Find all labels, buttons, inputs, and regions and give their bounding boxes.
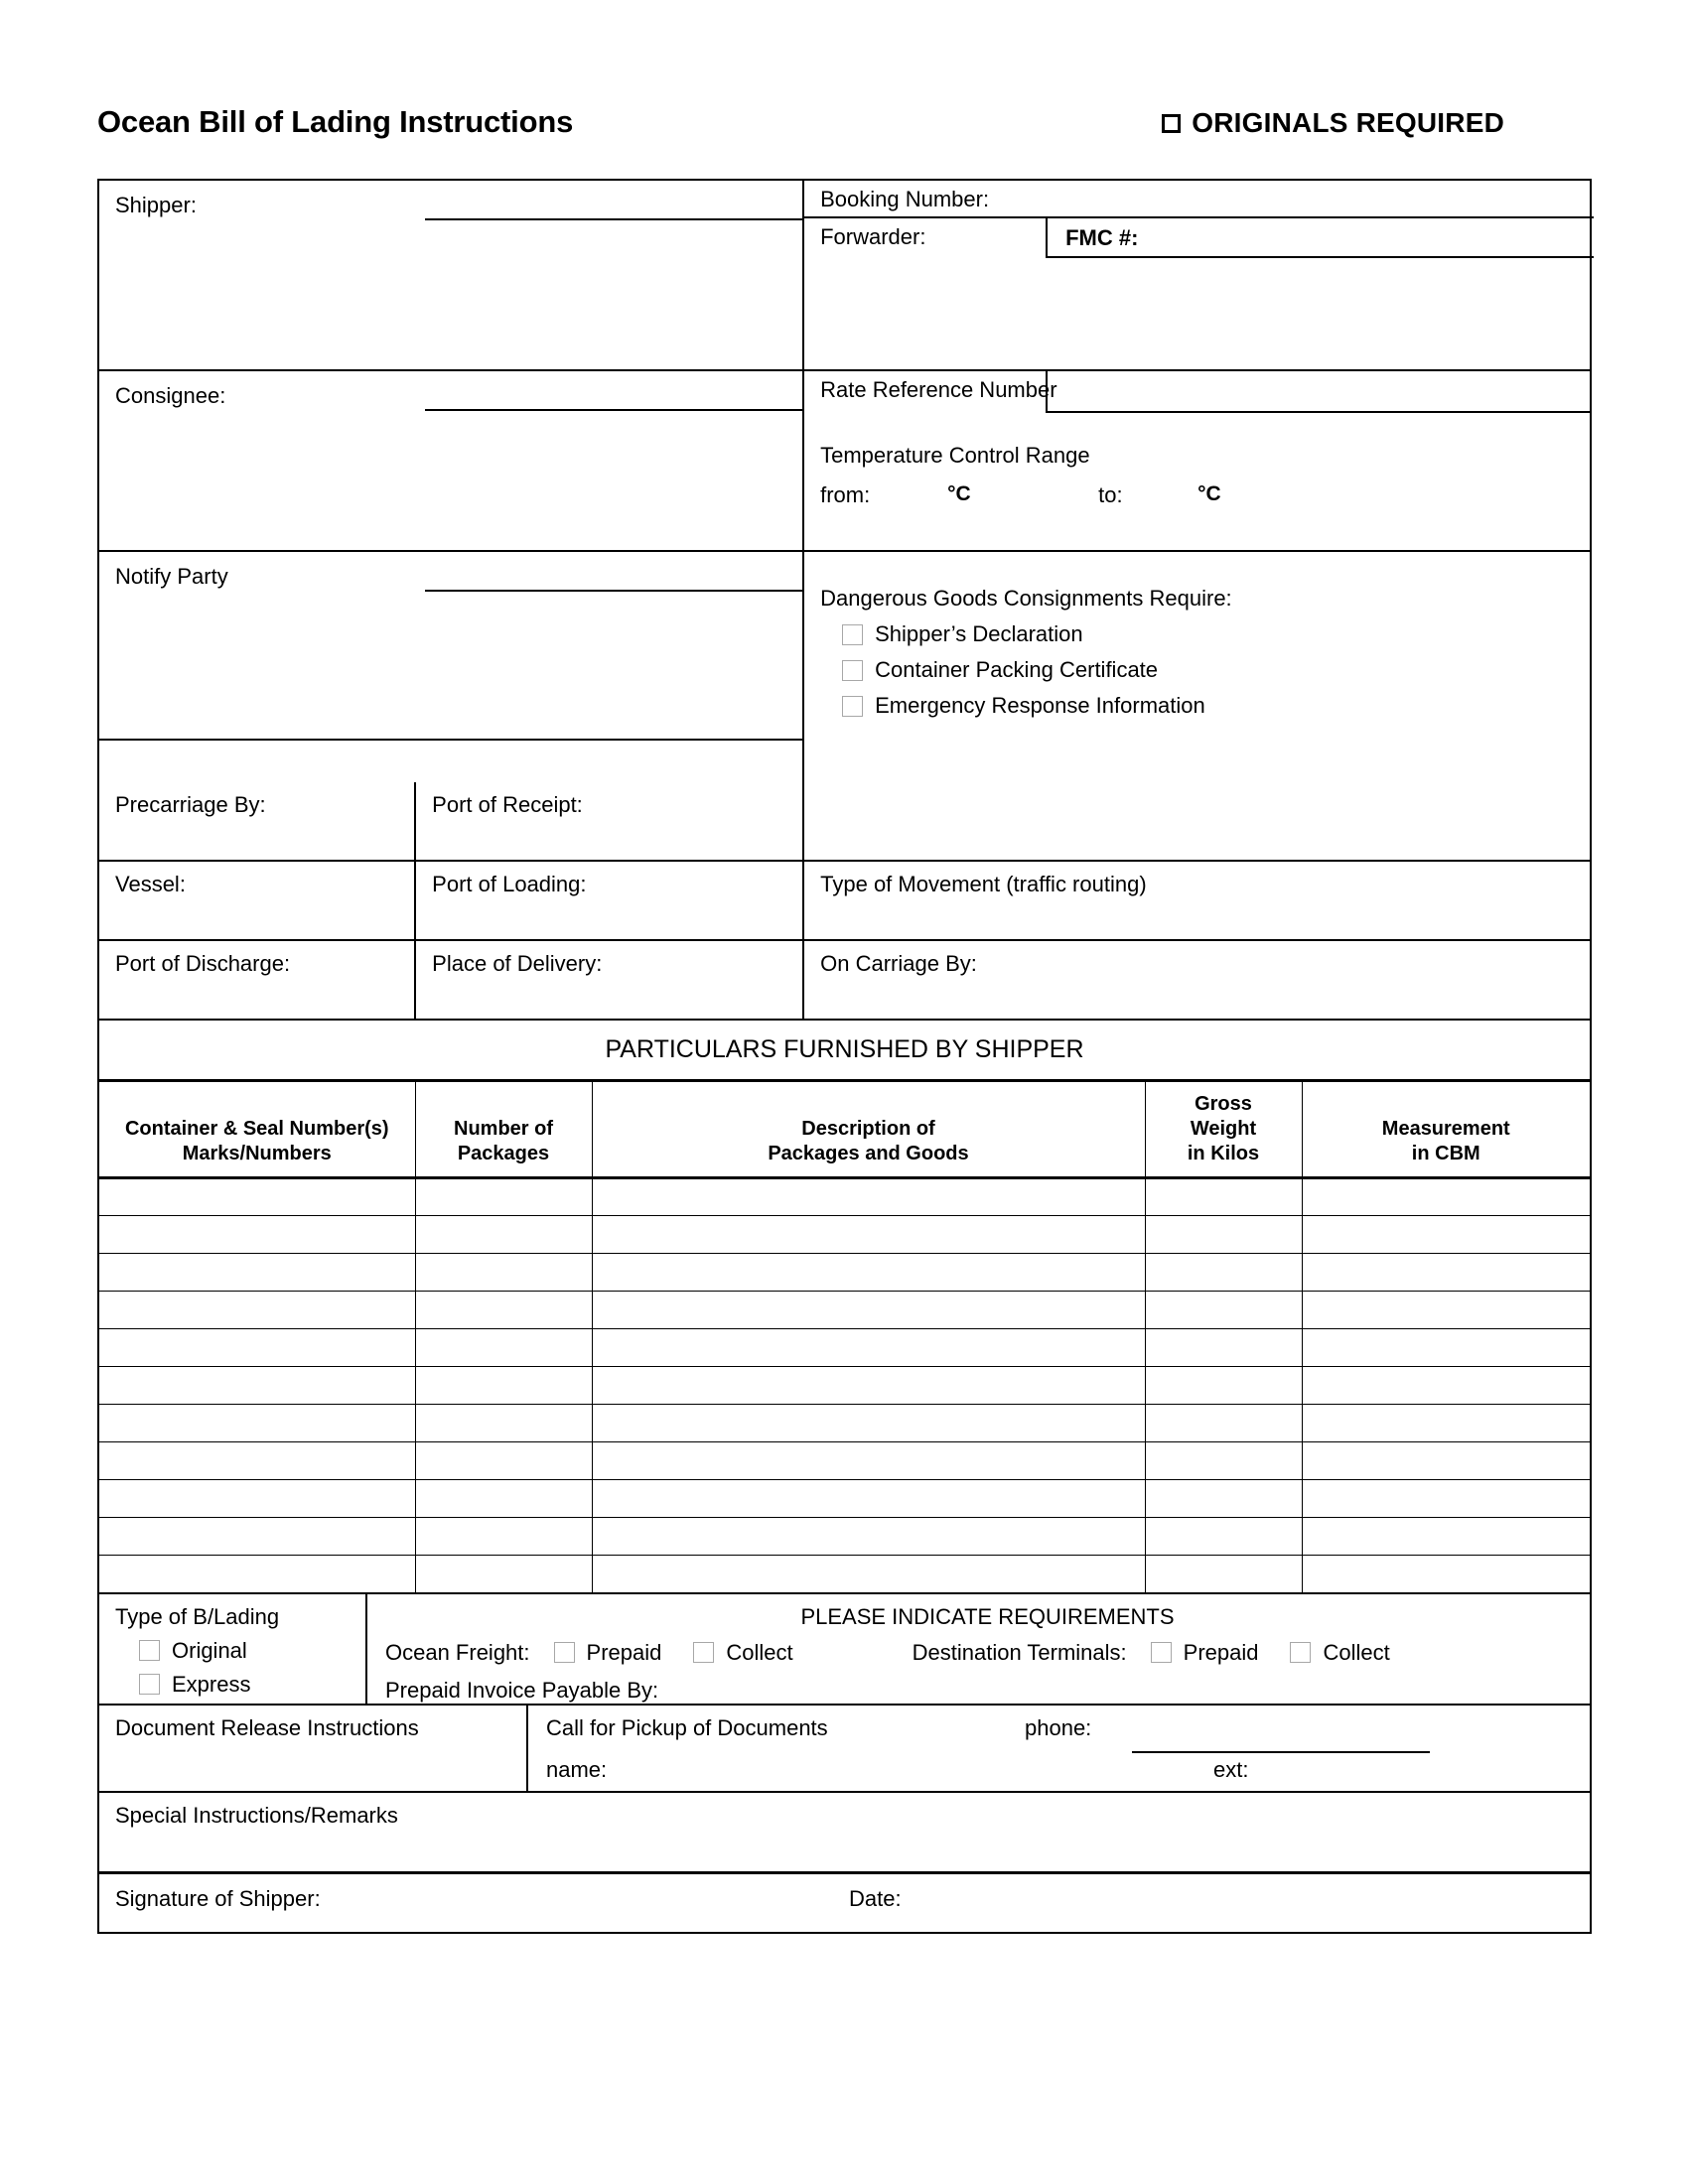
column-header-line: Weight: [1190, 1118, 1257, 1140]
column-header-line: Gross: [1195, 1093, 1252, 1115]
rate-reference-input-divider: [1046, 369, 1048, 413]
ocean-freight-label: Ocean Freight:: [385, 1639, 530, 1665]
column-header-line: Description of: [801, 1118, 935, 1140]
requirements-row: [99, 1594, 1590, 1706]
phone-label: phone:: [1025, 1714, 1092, 1740]
table-cell[interactable]: [1302, 1480, 1590, 1518]
blading-option-express[interactable]: [115, 1672, 365, 1698]
table-cell[interactable]: [1145, 1292, 1302, 1329]
fmc-number-label: FMC #:: [1065, 225, 1139, 250]
table-cell[interactable]: [1145, 1178, 1302, 1216]
goods-table: [99, 1082, 1590, 1594]
table-cell[interactable]: [1302, 1329, 1590, 1367]
booking-column: [802, 181, 1590, 782]
port-of-receipt-field[interactable]: [414, 782, 802, 860]
temperature-to-label: to:: [1098, 482, 1123, 507]
table-cell[interactable]: [1302, 1367, 1590, 1405]
document-header: [97, 104, 1592, 140]
shipper-field[interactable]: [99, 181, 802, 371]
particulars-banner: [99, 1021, 1590, 1082]
dangerous-goods-title: Dangerous Goods Consignments Require:: [820, 586, 1232, 611]
consignee-field[interactable]: [99, 371, 802, 552]
dangerous-goods-option-emergency-response-information[interactable]: [820, 693, 1590, 719]
table-cell[interactable]: [99, 1292, 415, 1329]
checkbox-icon[interactable]: [1290, 1642, 1311, 1663]
table-cell[interactable]: [592, 1292, 1145, 1329]
table-cell[interactable]: [1145, 1216, 1302, 1254]
shipper-label: Shipper:: [115, 193, 197, 217]
goods-table-body: [99, 1178, 1590, 1593]
special-instructions-label: Special Instructions/Remarks: [115, 1802, 398, 1828]
table-cell[interactable]: [99, 1178, 415, 1216]
destination-terminals-label: Destination Terminals:: [912, 1639, 1127, 1665]
routing-row-1: [99, 782, 1590, 862]
table-cell[interactable]: [415, 1216, 592, 1254]
column-header-number-of-packages: [415, 1082, 592, 1178]
table-cell[interactable]: [415, 1442, 592, 1480]
indicate-requirements-section: [365, 1594, 1590, 1704]
table-cell[interactable]: [1145, 1480, 1302, 1518]
ocean-freight-option-label: Prepaid: [586, 1639, 662, 1665]
originals-required: [1162, 107, 1504, 139]
table-cell[interactable]: [99, 1216, 415, 1254]
table-cell[interactable]: [592, 1367, 1145, 1405]
column-header-line: in CBM: [1411, 1143, 1480, 1164]
table-row: [99, 1178, 1590, 1216]
blading-option-label: Express: [172, 1671, 251, 1697]
table-cell[interactable]: [1302, 1518, 1590, 1556]
checkbox-icon[interactable]: [139, 1674, 160, 1695]
table-row: [99, 1216, 1590, 1254]
table-cell[interactable]: [415, 1254, 592, 1292]
column-header-measurement: [1302, 1082, 1590, 1178]
table-cell[interactable]: [592, 1442, 1145, 1480]
table-cell[interactable]: [1145, 1518, 1302, 1556]
port-of-loading-field[interactable]: [414, 862, 802, 939]
temperature-from-label: from:: [820, 482, 871, 507]
checkbox-icon[interactable]: [1151, 1642, 1172, 1663]
table-cell[interactable]: [592, 1254, 1145, 1292]
port-of-discharge-field[interactable]: [99, 941, 414, 1019]
type-of-movement-label: Type of Movement (traffic routing): [820, 872, 1147, 896]
table-cell[interactable]: [1302, 1292, 1590, 1329]
temperature-to-unit: °C: [1197, 482, 1221, 505]
table-cell[interactable]: [1145, 1254, 1302, 1292]
checkbox-icon[interactable]: [693, 1642, 714, 1663]
table-cell[interactable]: [99, 1442, 415, 1480]
checkbox-icon[interactable]: [842, 624, 863, 645]
blading-option-original[interactable]: [115, 1638, 365, 1664]
dangerous-goods-option-container-packing-certificate[interactable]: [820, 657, 1590, 683]
table-cell[interactable]: [99, 1480, 415, 1518]
forwarder-field[interactable]: [804, 218, 1590, 371]
table-cell[interactable]: [1145, 1556, 1302, 1593]
table-cell[interactable]: [99, 1367, 415, 1405]
table-cell[interactable]: [415, 1292, 592, 1329]
phone-input-rule[interactable]: [1132, 1751, 1430, 1753]
table-cell[interactable]: [1302, 1405, 1590, 1442]
column-header-gross-weight: [1145, 1082, 1302, 1178]
dangerous-goods-option-shippers-declaration[interactable]: [820, 621, 1590, 647]
ocean-freight-option-prepaid[interactable]: [554, 1640, 662, 1666]
booking-number-label: Booking Number:: [820, 187, 990, 211]
consignee-label: Consignee:: [115, 383, 226, 408]
routing-row-1-spacer: [802, 782, 1590, 860]
prepaid-invoice-field[interactable]: [385, 1678, 1590, 1704]
page-title: Ocean Bill of Lading Instructions: [97, 104, 574, 139]
routing-row-2: [99, 862, 1590, 941]
destination-terminals-option-collect[interactable]: [1290, 1640, 1389, 1666]
place-of-delivery-label: Place of Delivery:: [432, 951, 603, 976]
vessel-field[interactable]: [99, 862, 414, 939]
column-header-line: Packages: [457, 1143, 550, 1164]
bill-of-lading-form: [97, 179, 1592, 1934]
column-header-line: Number of: [454, 1118, 553, 1140]
particulars-banner-label: PARTICULARS FURNISHED BY SHIPPER: [605, 1035, 1084, 1063]
table-cell[interactable]: [592, 1556, 1145, 1593]
type-of-blading-label: Type of B/Lading: [115, 1603, 280, 1629]
table-cell[interactable]: [592, 1480, 1145, 1518]
table-row: [99, 1254, 1590, 1292]
signature-row: [99, 1874, 1590, 1934]
table-cell[interactable]: [415, 1480, 592, 1518]
table-cell[interactable]: [1302, 1254, 1590, 1292]
column-header-line: Container & Seal Number(s): [124, 1118, 389, 1140]
notify-party-field[interactable]: [99, 552, 802, 741]
type-of-movement-field[interactable]: [802, 862, 1590, 939]
rate-reference-field[interactable]: [804, 371, 1590, 413]
booking-number-field[interactable]: [804, 181, 1590, 218]
table-row: [99, 1292, 1590, 1329]
call-for-pickup-label: Call for Pickup of Documents: [546, 1714, 828, 1740]
phone-ext-label: ext:: [1213, 1756, 1249, 1782]
parties-column: [99, 181, 802, 782]
checkbox-icon[interactable]: [842, 660, 863, 681]
forwarder-label: Forwarder:: [820, 224, 926, 249]
originals-required-checkbox[interactable]: [1162, 114, 1181, 133]
table-row: [99, 1367, 1590, 1405]
table-cell[interactable]: [592, 1405, 1145, 1442]
table-cell[interactable]: [415, 1367, 592, 1405]
ocean-freight-option-collect[interactable]: [693, 1640, 792, 1666]
table-cell[interactable]: [1145, 1367, 1302, 1405]
notify-party-label: Notify Party: [115, 564, 228, 589]
destination-terminals-option-prepaid[interactable]: [1151, 1640, 1259, 1666]
column-header-line: in Kilos: [1187, 1143, 1260, 1164]
temperature-range-row: [820, 482, 1590, 512]
table-cell[interactable]: [1302, 1442, 1590, 1480]
rate-reference-label: Rate Reference Number: [820, 377, 1057, 402]
routing-row-3: [99, 941, 1590, 1021]
table-row: [99, 1480, 1590, 1518]
freight-options-row: [385, 1640, 1590, 1666]
table-cell[interactable]: [1302, 1178, 1590, 1216]
vessel-label: Vessel:: [115, 872, 186, 896]
table-cell[interactable]: [1302, 1216, 1590, 1254]
ocean-freight-option-label: Collect: [726, 1639, 793, 1665]
blading-option-label: Original: [172, 1637, 247, 1663]
temperature-control-field[interactable]: [804, 413, 1590, 552]
port-of-loading-label: Port of Loading:: [432, 872, 587, 896]
table-cell[interactable]: [415, 1329, 592, 1367]
dangerous-goods-option-label: Emergency Response Information: [875, 693, 1205, 718]
document-release-label: Document Release Instructions: [115, 1714, 419, 1740]
shipper-fill-rule: [425, 218, 802, 220]
table-row: [99, 1556, 1590, 1593]
requirements-banner: PLEASE INDICATE REQUIREMENTS: [800, 1603, 1175, 1629]
goods-table-header-row: [99, 1082, 1590, 1178]
dangerous-goods-option-label: Container Packing Certificate: [875, 657, 1159, 682]
on-carriage-label: On Carriage By:: [820, 951, 977, 976]
table-row: [99, 1442, 1590, 1480]
table-cell[interactable]: [415, 1178, 592, 1216]
temperature-from-unit: °C: [947, 482, 971, 505]
fmc-number-field[interactable]: [1046, 216, 1594, 258]
table-cell[interactable]: [99, 1405, 415, 1442]
dangerous-goods-option-label: Shipper’s Declaration: [875, 621, 1083, 646]
place-of-delivery-field[interactable]: [414, 941, 802, 1019]
table-cell[interactable]: [592, 1216, 1145, 1254]
table-cell[interactable]: [99, 1556, 415, 1593]
special-instructions-field[interactable]: [99, 1793, 1590, 1874]
contact-name-label: name:: [546, 1756, 608, 1782]
table-cell[interactable]: [415, 1556, 592, 1593]
top-section: [99, 181, 1590, 782]
notify-party-fill-rule: [425, 590, 802, 592]
column-header-container-seal-numbers: [99, 1082, 415, 1178]
originals-required-label: ORIGINALS REQUIRED: [1192, 107, 1504, 138]
table-cell[interactable]: [1145, 1405, 1302, 1442]
checkbox-icon[interactable]: [842, 696, 863, 717]
table-cell[interactable]: [1145, 1329, 1302, 1367]
table-row: [99, 1518, 1590, 1556]
on-carriage-field[interactable]: [802, 941, 1590, 1019]
port-of-receipt-label: Port of Receipt:: [432, 792, 583, 817]
table-cell[interactable]: [592, 1178, 1145, 1216]
document-release-field[interactable]: [99, 1706, 526, 1791]
signature-label: Signature of Shipper:: [115, 1885, 321, 1911]
table-cell[interactable]: [99, 1518, 415, 1556]
consignee-fill-rule: [425, 409, 802, 411]
checkbox-icon[interactable]: [554, 1642, 575, 1663]
type-of-blading-section: [99, 1594, 365, 1704]
temperature-control-title: Temperature Control Range: [820, 443, 1090, 468]
destination-terminals-option-label: Collect: [1323, 1639, 1390, 1665]
column-header-line: Marks/Numbers: [182, 1143, 332, 1164]
checkbox-icon[interactable]: [139, 1640, 160, 1661]
document-release-row: [99, 1706, 1590, 1793]
table-cell[interactable]: [415, 1405, 592, 1442]
column-header-description-of-packages: [592, 1082, 1145, 1178]
table-cell[interactable]: [592, 1329, 1145, 1367]
dangerous-goods-section: [804, 552, 1590, 782]
table-cell[interactable]: [592, 1518, 1145, 1556]
table-cell[interactable]: [1145, 1442, 1302, 1480]
table-cell[interactable]: [99, 1329, 415, 1367]
table-cell[interactable]: [99, 1254, 415, 1292]
column-header-line: Packages and Goods: [768, 1143, 969, 1164]
table-cell[interactable]: [1302, 1556, 1590, 1593]
rate-reference-input-box[interactable]: [1046, 369, 1590, 413]
prepaid-invoice-label: Prepaid Invoice Payable By:: [385, 1677, 659, 1703]
column-header-line: Measurement: [1381, 1118, 1510, 1140]
table-row: [99, 1405, 1590, 1442]
port-of-discharge-label: Port of Discharge:: [115, 951, 291, 976]
precarriage-label: Precarriage By:: [115, 792, 266, 817]
table-row: [99, 1329, 1590, 1367]
precarriage-field[interactable]: [99, 782, 414, 860]
call-for-pickup-section: [526, 1706, 1590, 1791]
destination-terminals-option-label: Prepaid: [1183, 1639, 1259, 1665]
date-label: Date:: [849, 1885, 902, 1911]
table-cell[interactable]: [415, 1518, 592, 1556]
